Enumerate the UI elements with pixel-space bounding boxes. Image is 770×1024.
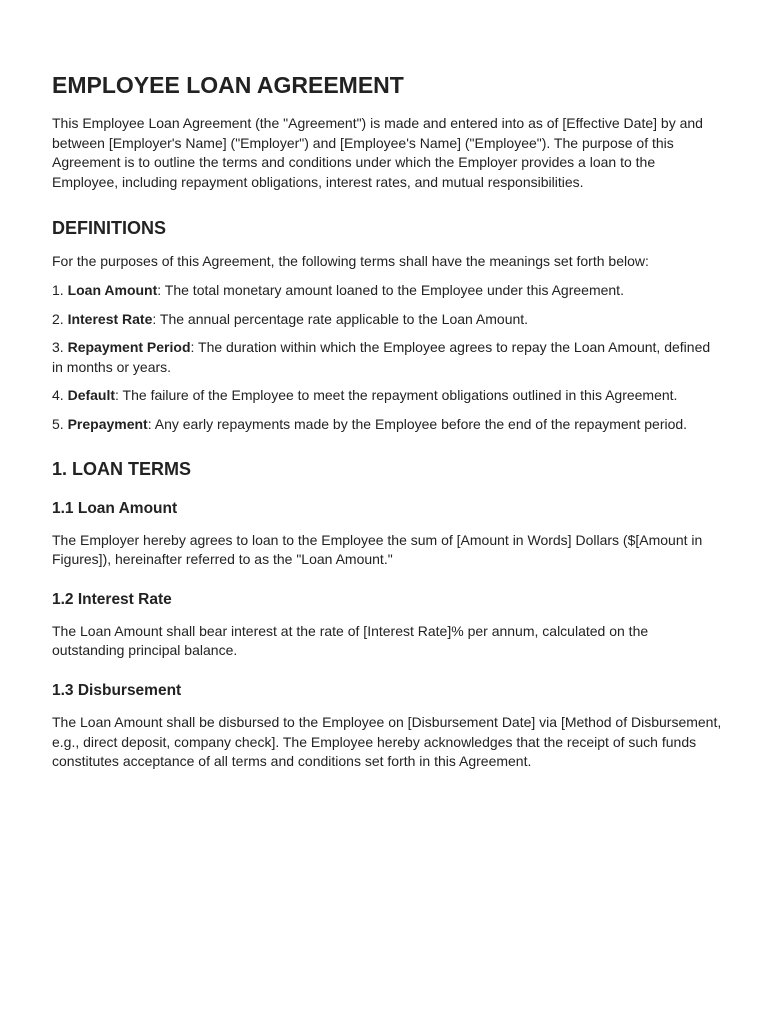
definition-item-loan-amount [52,281,722,301]
subsection-loan-amount [52,498,722,570]
definition-term: Prepayment [67,415,148,432]
definition-number: 3. [52,339,64,356]
definition-item-prepayment [52,415,722,435]
definition-number: 5. [52,415,64,432]
definition-text: : The total monetary amount loaned to the Employee under this Agreement. [157,281,624,298]
definition-number: 4. [52,387,64,404]
definitions-intro: For the purposes of this Agreement, the following terms shall have the meanings set forth below: [52,253,649,270]
definition-text: : The duration within which the Employee agrees to repay the Loan Amount, defined in months or years. [52,339,711,375]
subsection-text: The Employer hereby agrees to loan to the Employee the sum of [Amount in Words] Dollars ($[Amount in Figures]), hereinafter referred to as the "Loan Amount." [52,531,703,568]
subsection-text: The Loan Amount shall bear interest at the rate of [Interest Rate]% per annum, calculated on the outstanding principal balance. [52,622,649,659]
definition-item-repayment-period [52,338,722,377]
definition-number: 2. [52,310,64,327]
loan-terms-heading: 1. LOAN TERMS [52,458,192,479]
definition-text: : Any early repayments made by the Employee before the end of the repayment period. [147,415,688,432]
subsection-interest-rate [52,589,722,661]
definition-text: : The failure of the Employee to meet the repayment obligations outlined in this Agreement. [115,387,678,404]
definition-term: Repayment Period [67,339,191,356]
definitions-list [52,281,722,435]
definition-term: Default [67,387,116,404]
definition-text: : The annual percentage rate applicable to the Loan Amount. [152,310,529,327]
definition-term: Interest Rate [67,310,153,327]
subsection-heading: 1.1 Loan Amount [52,499,178,517]
subsection-heading: 1.3 Disbursement [52,681,182,699]
subsection-heading: 1.2 Interest Rate [52,590,172,608]
definitions-heading: DEFINITIONS [52,218,167,239]
intro-paragraph: This Employee Loan Agreement (the "Agreement") is made and entered into as of [Effective Date] by and between [Employer's Name] ("Employer") and [Employee's Name] ("Employee"). The purpose of this Agreement is to outline the terms and conditions under which the Employer provides a loan to the Employee, including repayment obligations, interest rates, and mutual responsibilities. [52,115,703,190]
document-page [52,70,722,791]
definition-item-interest-rate [52,310,722,330]
definition-item-default [52,386,722,406]
definition-number: 1. [52,281,64,298]
subsection-disbursement [52,680,722,772]
subsection-text: The Loan Amount shall be disbursed to the Employee on [Disbursement Date] via [Method of Disbursement, e.g., direct deposit, company check]. The Employee hereby acknowledges that the receipt of such funds constitutes acceptance of all terms and conditions set forth in this Agreement. [52,713,722,770]
definition-term: Loan Amount [67,281,158,298]
document-title: EMPLOYEE LOAN AGREEMENT [52,72,404,98]
